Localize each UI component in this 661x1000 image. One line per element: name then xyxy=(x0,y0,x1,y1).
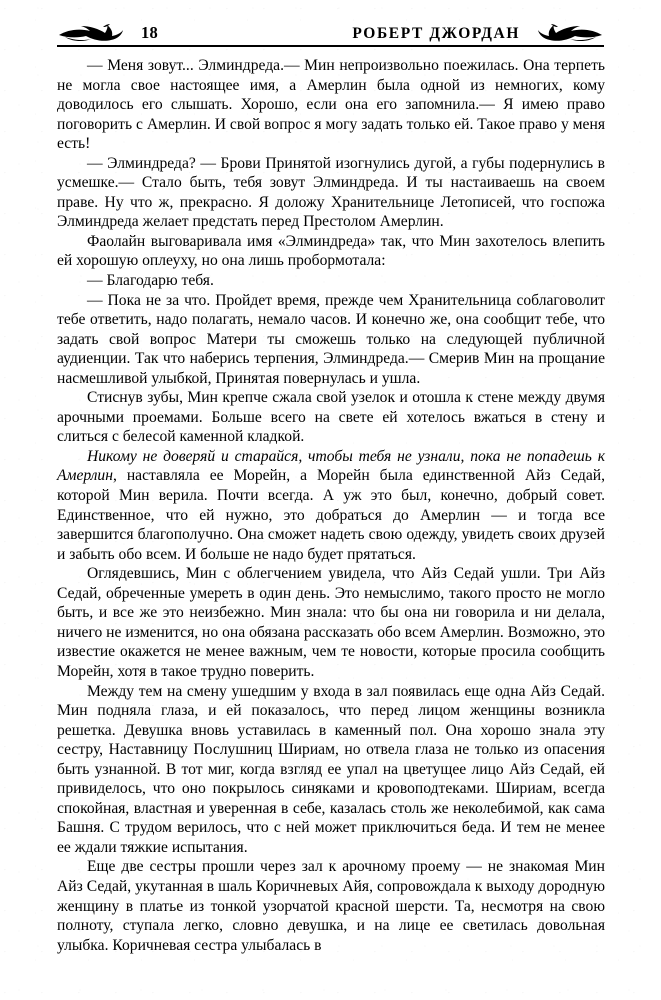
paragraph: — Благодарю тебя. xyxy=(87,272,214,290)
paragraph: Еще две сестры прошли через зал к арочному проему — не знакомая Мин Айз Седай, укутанная в шаль Коричневых Айя, сопровождала к выходу дородную женщину в платье из тонкой узорчатой красной шерсти. Та, несмотря на свою полноту, ступала легко, словно девушка, и на лице ее светилась довольная улыбка. Коричневая сестра улыбалась в xyxy=(57,858,605,954)
paragraph: — Элминдреда? — Брови Принятой изогнулись дугой, а губы подернулись в усмешке.— Стало быть, тебя зовут Элминдреда. И ты настаиваешь на своем праве. Ну что ж, прекрасно. Я доложу Хранительнице Летописей, что госпожа Элминдреда желает предстать перед Престолом Амерлин. xyxy=(57,154,605,231)
paragraph-with-italic-quote xyxy=(57,447,605,564)
italic-quote: Никому не доверяй и старайся, чтобы тебя не узнали, пока не попадешь к Амерлин xyxy=(57,447,605,485)
paragraph-remainder: , наставляла ее Морейн, а Морейн была единственной Айз Седай, которой Мин верила. Почти всегда. А уж это был, конечно, добрый совет. Единственное, что ей нужно, это добраться до Амерлин — и тогда все завершится благополучно. Она сможет надеть свою одежду, увидеть своих друзей и забыть обо всем. И больше не надо будет прятаться. xyxy=(57,467,605,563)
running-head-right xyxy=(352,24,604,44)
running-head-row xyxy=(57,22,604,46)
flourish-ornament-icon xyxy=(57,24,125,44)
flourish-ornament-icon xyxy=(536,24,604,44)
paragraph: — Меня зовут... Элминдреда.— Мин непроизвольно поежилась. Она терпеть не могла свое настоящее имя, а Амерлин была одной из немногих, кому доводилось его слышать. Хорошо, если она его запомнила.— Я имею право поговорить с Амерлин. И свой вопрос я могу задать только ей. Такое право у меня есть! xyxy=(57,57,605,153)
paragraph: — Пока не за что. Пройдет время, прежде чем Хранительница соблаговолит тебе ответить, надо полагать, немало часов. И конечно же, она сообщит тебе, что задать свой вопрос Матери ты сможешь только на следующей публичной аудиенции. Так что наберись терпения, Элминдреда.— Смерив Мин на прощание насмешливой улыбкой, Принятая повернулась и ушла. xyxy=(57,291,605,387)
paragraph: Фаолайн выговаривала имя «Элминдреда» так, что Мин захотелось влепить ей хорошую оплеуху, но она лишь пробормотала: xyxy=(57,232,605,270)
paragraph: Стиснув зубы, Мин крепче сжала свой узелок и отошла к стене между двумя арочными проемами. Больше всего на свете ей хотелось вжаться в стену и слиться с белесой каменной кладкой. xyxy=(57,389,605,446)
book-author: РОБЕРТ ДЖОРДАН xyxy=(352,24,520,42)
paragraph: Оглядевшись, Мин с облегчением увидела, что Айз Седай ушли. Три Айз Седай, обреченные умереть в один день. Это немыслимо, такого просто не могло быть, и все же это неизбежно. Мин знала: что бы она ни говорила и ни делала, ничего не изменится, но она обязана рассказать обо всем Амерлин. Возможно, это известие окажется не менее важным, чем те новости, которые просила сообщить Морейн, хотя в такое трудно поверить. xyxy=(57,565,605,680)
paragraph: Между тем на смену ушедшим у входа в зал появилась еще одна Айз Седай. Мин подняла глаза, и ей показалось, что перед лицом женщины возникла решетка. Девушка вновь уставилась в каменный пол. Она хорошо знала эту сестру, Наставницу Послушниц Шириам, но отвела глаза не только из опасения быть узнанной. В тот миг, когда взгляд ее упал на цветущее лицо Айз Седай, ей привиделось, что оно покрылось синяками и кровоподтеками. Шириам, всегда спокойная, властная и уверенная в себе, казалась столь же неколебимой, как сама Башня. С трудом верилось, что с ней может приключиться беда. И тем не менее ее ждали тяжкие испытания. xyxy=(57,682,605,856)
running-head-left xyxy=(57,24,158,44)
page-number: 18 xyxy=(141,23,159,43)
body-text xyxy=(57,56,605,955)
header-rule xyxy=(57,45,604,47)
